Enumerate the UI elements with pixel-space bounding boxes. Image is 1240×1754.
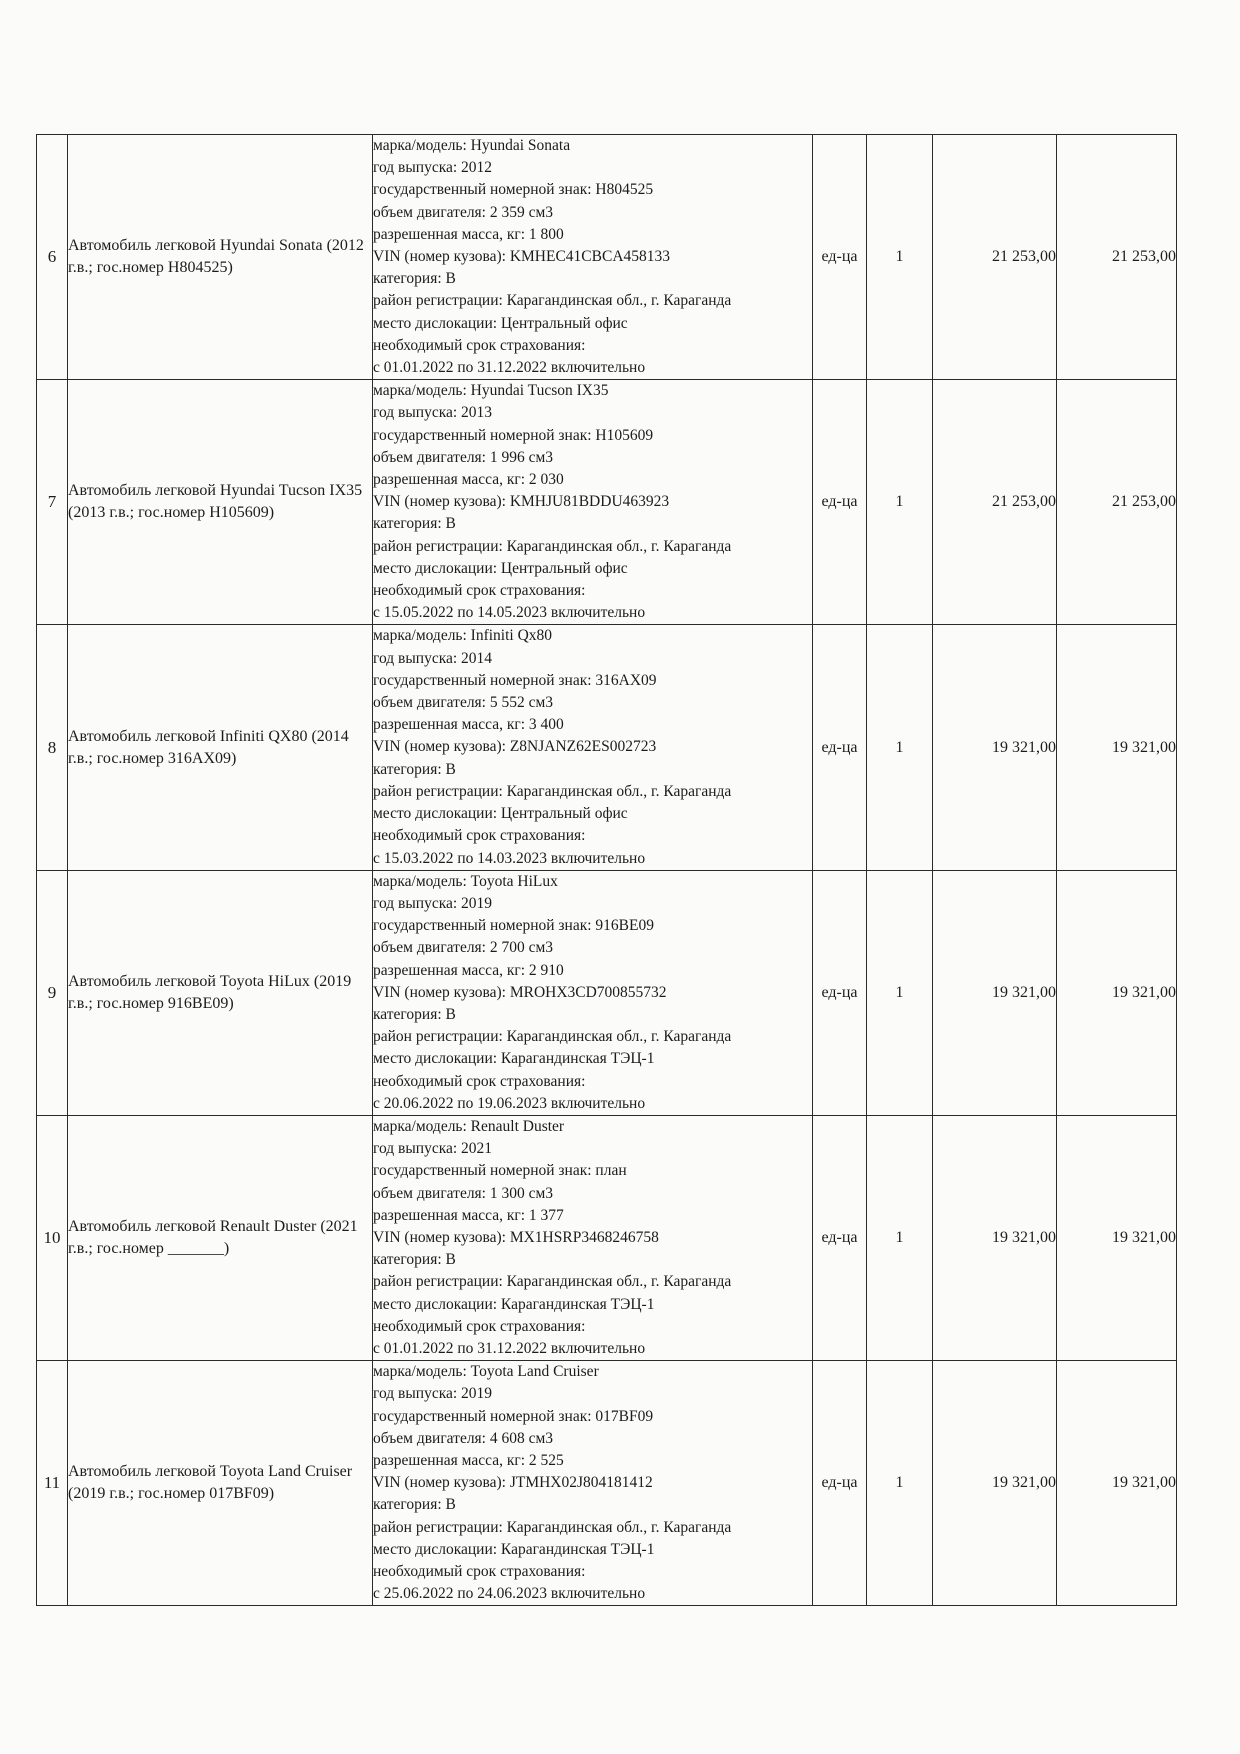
detail-line: государственный номерной знак: 316AX09 [373,671,657,689]
detail-line: разрешенная масса, кг: 2 030 [373,471,564,489]
detail-line: категория: B [373,515,456,533]
row-number: 9 [37,870,68,1115]
row-number: 11 [37,1361,68,1606]
unit-cell: ед-ца [813,135,867,380]
unit-price-cell: 19 321,00 [933,1361,1057,1606]
unit-cell: ед-ца [813,1115,867,1360]
detail-line: с 01.01.2022 по 31.12.2022 включительно [373,359,646,377]
detail-line: марка/модель: Toyota HiLux [373,872,558,890]
item-name: Автомобиль легковой Toyota Land Cruiser (2019 г.в.; гос.номер 017BF09) [68,1361,373,1606]
detail-line: год выпуска: 2013 [373,404,493,422]
detail-line: район регистрации: Карагандинская обл., г. Караганда [373,1518,732,1536]
detail-line: район регистрации: Карагандинская обл., г. Караганда [373,782,732,800]
detail-line: разрешенная масса, кг: 3 400 [373,716,564,734]
unit-cell: ед-ца [813,380,867,625]
detail-line: разрешенная масса, кг: 1 377 [373,1206,564,1224]
detail-line: год выпуска: 2021 [373,1140,493,1158]
detail-line: VIN (номер кузова): MROHX3CD700855732 [373,983,667,1001]
total-cell: 21 253,00 [1057,135,1177,380]
detail-line: место дислокации: Карагандинская ТЭЦ-1 [373,1540,655,1558]
detail-line: место дислокации: Центральный офис [373,805,628,823]
detail-line: место дислокации: Центральный офис [373,559,628,577]
detail-line: необходимый срок страхования: [373,1317,586,1335]
quantity-cell: 1 [867,625,933,870]
detail-line: VIN (номер кузова): JTMHX02J804181412 [373,1474,653,1492]
table-row [37,135,1177,380]
quantity-cell: 1 [867,135,933,380]
total-cell: 19 321,00 [1057,1115,1177,1360]
row-number: 10 [37,1115,68,1360]
detail-line: государственный номерной знак: 017BF09 [373,1407,654,1425]
item-name: Автомобиль легковой Hyundai Sonata (2012 г.в.; гос.номер H804525) [68,135,373,380]
quantity-cell: 1 [867,380,933,625]
detail-line: год выпуска: 2014 [373,649,493,667]
detail-line: государственный номерной знак: план [373,1162,627,1180]
detail-line: разрешенная масса, кг: 2 525 [373,1451,564,1469]
detail-line: категория: B [373,270,456,288]
detail-line: с 20.06.2022 по 19.06.2023 включительно [373,1094,646,1112]
table-row [37,380,1177,625]
item-details [373,380,813,625]
detail-line: необходимый срок страхования: [373,336,586,354]
detail-line: с 01.01.2022 по 31.12.2022 включительно [373,1339,646,1357]
detail-line: VIN (номер кузова): MX1HSRP3468246758 [373,1228,659,1246]
detail-line: марка/модель: Hyundai Tucson IX35 [373,382,609,400]
item-details [373,870,813,1115]
unit-price-cell: 19 321,00 [933,625,1057,870]
detail-line: категория: B [373,1496,456,1514]
table-row [37,870,1177,1115]
detail-line: место дислокации: Центральный офис [373,314,628,332]
detail-line: объем двигателя: 4 608 см3 [373,1429,554,1447]
detail-line: марка/модель: Hyundai Sonata [373,137,571,154]
table-row [37,625,1177,870]
row-number: 7 [37,380,68,625]
item-name: Автомобиль легковой Toyota HiLux (2019 г.в.; гос.номер 916BE09) [68,870,373,1115]
detail-line: место дислокации: Карагандинская ТЭЦ-1 [373,1050,655,1068]
detail-line: VIN (номер кузова): KMHEC41CBCA458133 [373,248,671,266]
detail-line: район регистрации: Карагандинская обл., г. Караганда [373,537,732,555]
item-details [373,1115,813,1360]
vehicle-insurance-table [36,134,1177,1606]
total-cell: 19 321,00 [1057,1361,1177,1606]
detail-line: марка/модель: Renault Duster [373,1117,565,1135]
detail-line: необходимый срок страхования: [373,1563,586,1580]
total-cell: 19 321,00 [1057,870,1177,1115]
total-cell: 21 253,00 [1057,380,1177,625]
detail-line: VIN (номер кузова): KMHJU81BDDU463923 [373,493,670,511]
detail-line: государственный номерной знак: 916BE09 [373,917,654,935]
detail-line: объем двигателя: 2 700 см3 [373,939,554,957]
item-details [373,1361,813,1606]
row-number: 6 [37,135,68,380]
item-details [373,135,813,380]
quantity-cell: 1 [867,1361,933,1606]
detail-line: категория: B [373,760,456,778]
detail-line: с 15.03.2022 по 14.03.2023 включительно [373,849,646,867]
detail-line: объем двигателя: 1 300 см3 [373,1184,554,1202]
detail-line: разрешенная масса, кг: 2 910 [373,961,564,979]
detail-line: необходимый срок страхования: [373,582,586,600]
detail-line: VIN (номер кузова): Z8NJANZ62ES002723 [373,738,657,756]
table-body [37,135,1177,1606]
detail-line: с 15.05.2022 по 14.05.2023 включительно [373,604,646,622]
detail-line: год выпуска: 2019 [373,894,493,912]
total-cell: 19 321,00 [1057,625,1177,870]
item-name: Автомобиль легковой Infiniti QX80 (2014 г.в.; гос.номер 316AX09) [68,625,373,870]
unit-cell: ед-ца [813,870,867,1115]
table-row [37,1115,1177,1360]
detail-line: марка/модель: Toyota Land Cruiser [373,1363,599,1381]
detail-line: необходимый срок страхования: [373,1072,586,1090]
unit-price-cell: 19 321,00 [933,1115,1057,1360]
unit-price-cell: 21 253,00 [933,135,1057,380]
detail-line: год выпуска: 2019 [373,1385,493,1403]
detail-line: объем двигателя: 5 552 см3 [373,694,554,712]
row-number: 8 [37,625,68,870]
detail-line: место дислокации: Карагандинская ТЭЦ-1 [373,1295,655,1313]
detail-line: район регистрации: Карагандинская обл., г. Караганда [373,292,732,310]
unit-cell: ед-ца [813,1361,867,1606]
item-details [373,625,813,870]
detail-line: район регистрации: Карагандинская обл., г. Караганда [373,1273,732,1291]
detail-line: государственный номерной знак: H105609 [373,426,654,444]
detail-line: район регистрации: Карагандинская обл., г. Караганда [373,1028,732,1046]
item-name: Автомобиль легковой Renault Duster (2021 г.в.; гос.номер _______) [68,1115,373,1360]
detail-line: категория: B [373,1251,456,1269]
detail-line: объем двигателя: 1 996 см3 [373,448,554,466]
unit-price-cell: 19 321,00 [933,870,1057,1115]
quantity-cell: 1 [867,1115,933,1360]
detail-line: год выпуска: 2012 [373,159,493,177]
detail-line: государственный номерной знак: H804525 [373,181,654,199]
detail-line: объем двигателя: 2 359 см3 [373,203,554,221]
detail-line: с 25.06.2022 по 24.06.2023 включительно [373,1585,646,1603]
item-name: Автомобиль легковой Hyundai Tucson IX35 (2013 г.в.; гос.номер H105609) [68,380,373,625]
unit-cell: ед-ца [813,625,867,870]
unit-price-cell: 21 253,00 [933,380,1057,625]
detail-line: марка/модель: Infiniti Qx80 [373,627,553,645]
quantity-cell: 1 [867,870,933,1115]
detail-line: категория: B [373,1005,456,1023]
detail-line: необходимый срок страхования: [373,827,586,845]
table-row [37,1361,1177,1606]
detail-line: разрешенная масса, кг: 1 800 [373,225,564,243]
